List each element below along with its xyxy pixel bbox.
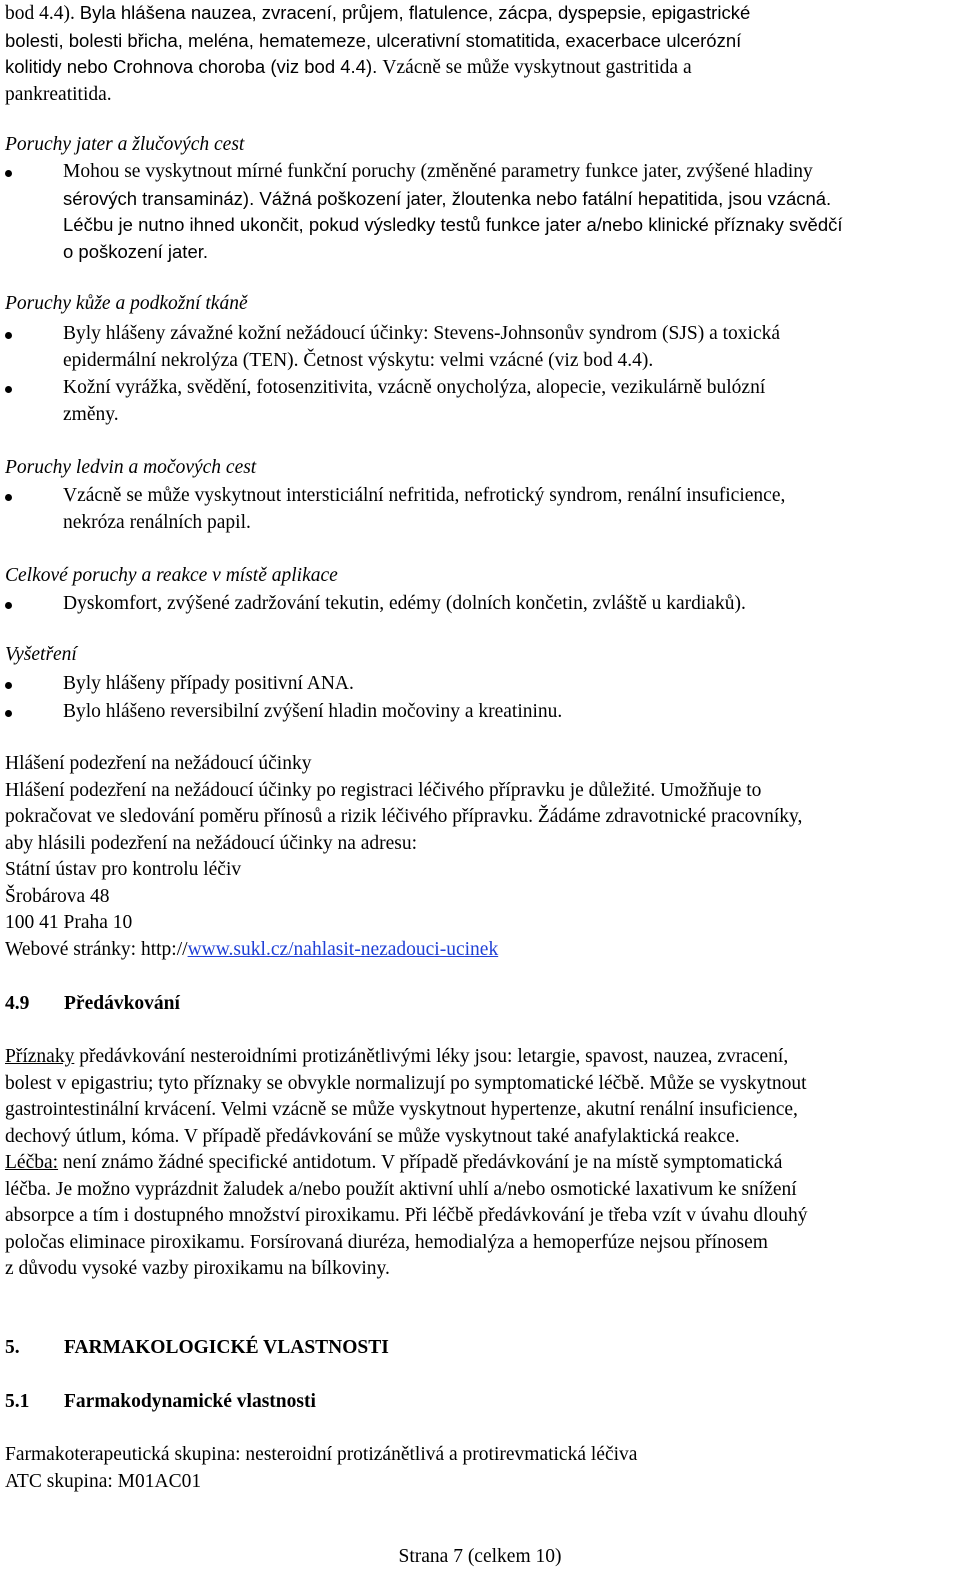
- investigations-bullet-2: [5, 699, 955, 726]
- page-footer: Strana 7 (celkem 10): [398, 1546, 562, 1567]
- reporting-addr1: Státní ústav pro kontrolu léčiv: [5, 859, 242, 880]
- section51-heading: [5, 1389, 955, 1416]
- intro-line2: bolesti, bolesti břicha, meléna, hematemeze, ulcerativní stomatitida, exacerbace ulcerózní: [5, 29, 742, 51]
- section51-title: Farmakodynamické vlastnosti: [64, 1391, 316, 1412]
- overdose-p2-l5: z důvodu vysoké vazby piroxikamu na bílkoviny.: [5, 1258, 390, 1279]
- bullet-icon: [5, 494, 12, 501]
- reporting-web-link[interactable]: www.sukl.cz/nahlasit-nezadouci-ucinek: [187, 938, 499, 960]
- overdose-p1-l1: předávkování nesteroidními protizánětlivými léky jsou: letargie, spavost, nauzea, zvracení,: [74, 1046, 789, 1067]
- kidney-bullet: [5, 483, 955, 536]
- overdose-p1-l3: gastrointestinální krvácení. Velmi vzácně se může vyskytnout hypertenze, akutní renální insuficience,: [5, 1099, 798, 1120]
- overdose-title: Předávkování: [64, 993, 180, 1014]
- overdose-p2-l3: absorpce a tím i dostupného množství piroxikamu. Při léčbě předávkování je třeba vzít v úvahu dlouhý: [5, 1205, 808, 1226]
- liver-bullet: [5, 159, 955, 265]
- bullet-icon: [5, 710, 12, 717]
- section51-number: 5.1: [5, 1391, 30, 1412]
- overdose-number: 4.9: [5, 993, 30, 1014]
- investigations-b1: Byly hlášeny případy positivní ANA.: [63, 673, 354, 694]
- skin-bullet-2: [5, 375, 955, 428]
- liver-b1-l3: Léčbu je nutno ihned ukončit, pokud výsledky testů funkce jater a/nebo klinické příznaky svědčí: [63, 214, 843, 235]
- intro-line1a: bod 4.4).: [5, 3, 80, 24]
- section5-title: FARMAKOLOGICKÉ VLASTNOSTI: [64, 1337, 389, 1358]
- bullet-icon: [5, 386, 12, 393]
- reporting-l2: pokračovat ve sledování poměru přínosů a rizik léčivého přípravku. Žádáme zdravotnické pracovníky,: [5, 806, 803, 827]
- reporting-web-label: Webové stránky: http://: [5, 938, 188, 960]
- bullet-icon: [5, 332, 12, 339]
- general-heading: Celkové poruchy a reakce v místě aplikace: [5, 565, 338, 586]
- kidney-heading: Poruchy ledvin a močových cest: [5, 457, 257, 478]
- investigations-heading: Vyšetření: [5, 644, 77, 665]
- section51-atc: ATC skupina: M01AC01: [5, 1470, 202, 1492]
- skin-b1-l2: epidermální nekrolýza (TEN). Četnost výskytu: velmi vzácné (viz bod 4.4).: [63, 349, 654, 371]
- section51-group: Farmakoterapeutická skupina: nesteroidní protizánětlivá a protirevmatická léčiva: [5, 1444, 638, 1465]
- general-b1: Dyskomfort, zvýšené zadržování tekutin, edémy (dolních končetin, zvláště u kardiaků).: [63, 593, 746, 614]
- overdose-p2-l4: poločas eliminace piroxikamu. Forsírovaná diuréza, hemodialýza a hemoperfúze nejsou přínosem: [5, 1231, 768, 1253]
- reporting-heading: Hlášení podezření na nežádoucí účinky: [5, 753, 312, 774]
- reporting-addr2: Šrobárova 48: [5, 885, 110, 907]
- section5-heading: [5, 1335, 955, 1362]
- skin-b1-l1: Byly hlášeny závažné kožní nežádoucí účinky: Stevens-Johnsonův syndrom (SJS) a toxická: [63, 323, 781, 344]
- liver-b1-l2: sérových transamináz). Vážná poškození jater, žloutenka nebo fatální hepatitida, jsou vzácná.: [63, 187, 832, 209]
- liver-b1-l4: o poškození jater.: [63, 240, 209, 262]
- overdose-heading: [5, 991, 955, 1018]
- overdose-text: [5, 1044, 955, 1283]
- skin-heading: Poruchy kůže a podkožní tkáně: [5, 293, 248, 314]
- bullet-icon: [5, 682, 12, 689]
- intro-line3a: kolitidy nebo Crohnova choroba (viz bod 4.4).: [5, 56, 383, 77]
- skin-b2-l2: změny.: [63, 403, 119, 425]
- section51-body: [5, 1442, 955, 1495]
- intro-line4: pankreatitida.: [5, 83, 112, 105]
- overdose-treatment-label: Léčba:: [5, 1152, 59, 1173]
- liver-b1-l1: Mohou se vyskytnout mírné funkční poruchy (změněné parametry funkce jater, zvýšené hladiny: [63, 161, 813, 182]
- general-bullet: [5, 591, 955, 618]
- intro-line3b: Vzácně se může vyskytnout gastritida a: [382, 57, 692, 78]
- overdose-symptoms-label: Příznaky: [5, 1046, 75, 1067]
- overdose-p1-l4: dechový útlum, kóma. V případě předávkování se může vyskytnout také anafylaktická reakce.: [5, 1125, 740, 1147]
- intro-line1b: Byla hlášena nauzea, zvracení, průjem, flatulence, zácpa, dyspepsie, epigastrické: [79, 2, 751, 23]
- intro-paragraph: [5, 0, 955, 108]
- investigations-bullet-1: [5, 671, 955, 698]
- kidney-b1-l1: Vzácně se může vyskytnout intersticiální nefritida, nefrotický syndrom, renální insuficience,: [63, 485, 786, 506]
- reporting-l1: Hlášení podezření na nežádoucí účinky po registraci léčivého přípravku je důležité. Umožňuje to: [5, 779, 762, 801]
- kidney-b1-l2: nekróza renálních papil.: [63, 511, 251, 533]
- reporting-block: [5, 751, 955, 963]
- overdose-p2-l2: léčba. Je možno vyprázdnit žaludek a/nebo použít aktivní uhlí a/nebo osmotické laxativum ke snížení: [5, 1178, 797, 1200]
- reporting-addr3: 100 41 Praha 10: [5, 912, 133, 933]
- overdose-p1-l2: bolest v epigastriu; tyto příznaky se obvykle normalizují po symptomatické léčbě. Může se vyskytnout: [5, 1072, 807, 1094]
- investigations-b2: Bylo hlášeno reversibilní zvýšení hladin močoviny a kreatininu.: [63, 701, 563, 722]
- reporting-web-line: [5, 937, 955, 964]
- bullet-icon: [5, 602, 12, 609]
- skin-bullet-1: [5, 321, 955, 374]
- skin-b2-l1: Kožní vyrážka, svědění, fotosenzitivita, vzácně onycholýza, alopecie, vezikulárně bulózní: [63, 377, 766, 398]
- overdose-p2-l1: není známo žádné specifické antidotum. V případě předávkování je na místě symptomatická: [58, 1152, 783, 1173]
- bullet-icon: [5, 170, 12, 177]
- liver-heading: Poruchy jater a žlučových cest: [5, 134, 245, 155]
- section5-number: 5.: [5, 1337, 20, 1358]
- reporting-l3: aby hlásili podezření na nežádoucí účinky na adresu:: [5, 832, 418, 854]
